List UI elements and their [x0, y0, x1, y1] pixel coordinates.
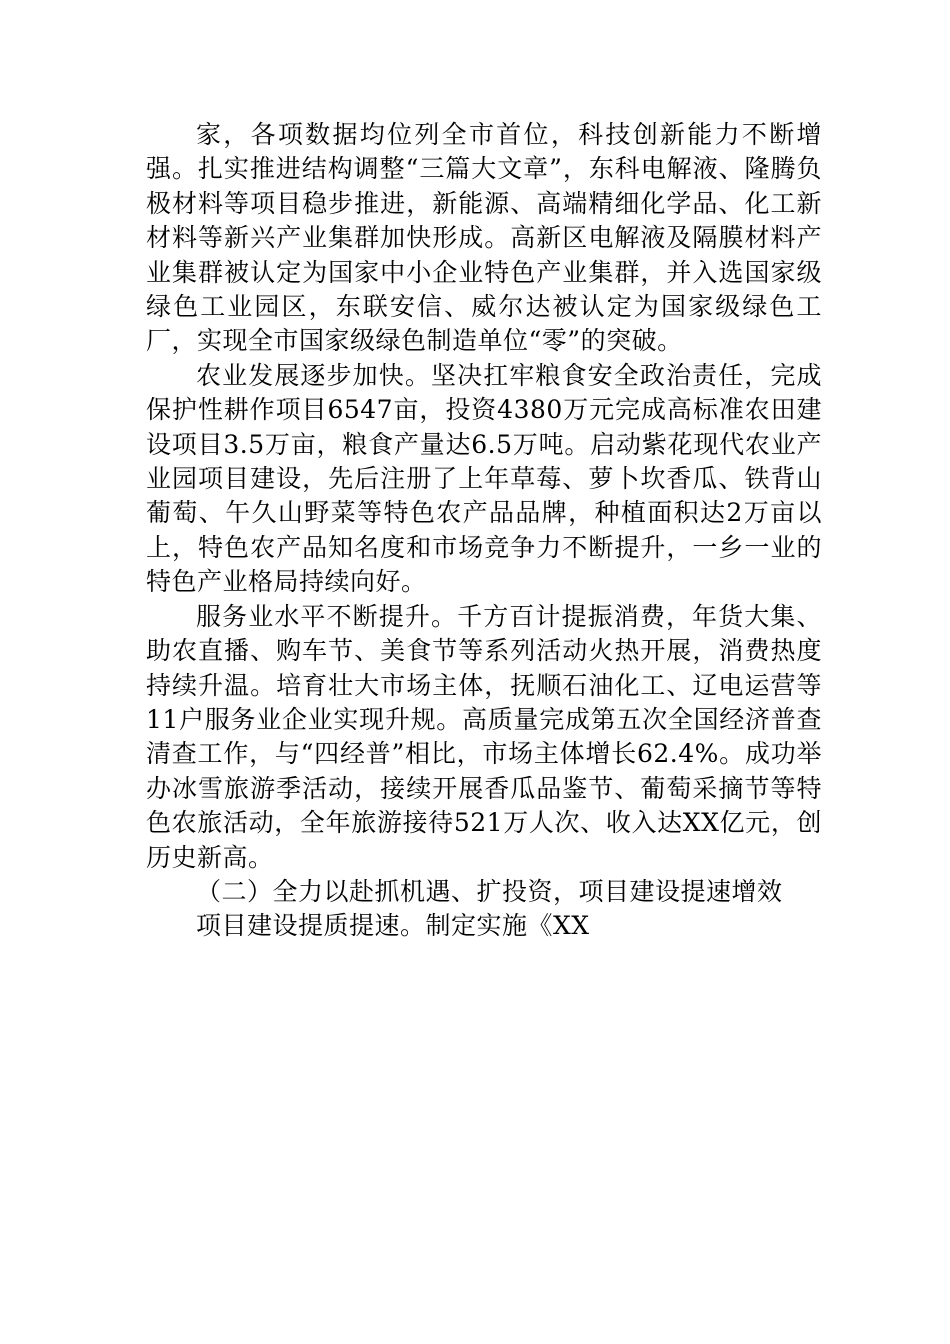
document-body: [146, 118, 822, 944]
paragraph-services: 服务业水平不断提升。千方百计提振消费，年货大集、助农直播、购车节、美食节等系列活动火热开展，消费热度持续升温。培育壮大市场主体，抚顺石油化工、辽电运营等11户服务业企业实现升规。高质量完成第五次全国经济普查清查工作，与“四经普”相比，市场主体增长62.4%。成功举办冰雪旅游季活动，接续开展香瓜品鉴节、葡萄采摘节等特色农旅活动，全年旅游接待521万人次、收入达XX亿元，创历史新高。: [146, 601, 822, 872]
section-heading-investment: （二）全力以赴抓机遇、扩投资，项目建设提速增效: [196, 876, 783, 906]
paragraph-agriculture: 农业发展逐步加快。坚决扛牢粮食安全政治责任，完成保护性耕作项目6547亩，投资4380万元完成高标准农田建设项目3.5万亩，粮食产量达6.5万吨。启动紫花现代农业产业园项目建设，先后注册了上年草莓、萝卜坎香瓜、铁背山葡萄、午久山野菜等特色农产品品牌，种植面积达2万亩以上，特色农产品知名度和市场竞争力不断提升，一乡一业的特色产业格局持续向好。: [146, 360, 822, 597]
paragraph-project-construction: 项目建设提质提速。制定实施《XX: [196, 911, 590, 941]
paragraph-tech-innovation: 家，各项数据均位列全市首位，科技创新能力不断增强。扎实推进结构调整“三篇大文章”，东科电解液、隆腾负极材料等项目稳步推进，新能源、高端精细化学品、化工新材料等新兴产业集群加快形成。高新区电解液及隔膜材料产业集群被认定为国家中小企业特色产业集群，并入选国家级绿色工业园区，东联安信、威尔达被认定为国家级绿色工厂，实现全市国家级绿色制造单位“零”的突破。: [146, 120, 822, 356]
